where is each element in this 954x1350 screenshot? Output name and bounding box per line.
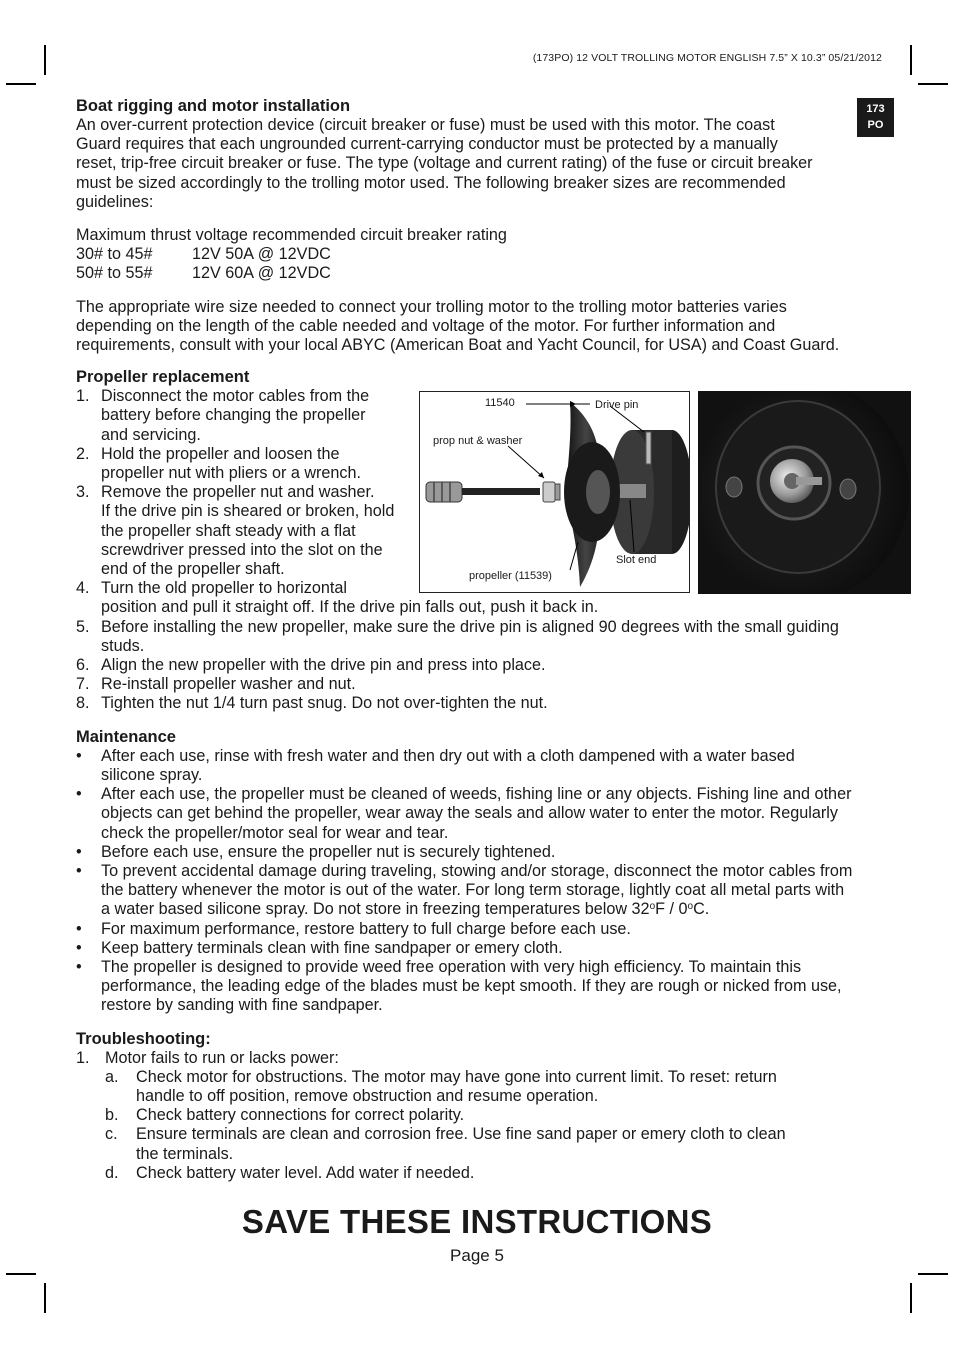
text-line: propeller nut with pliers or a wrench.: [101, 464, 362, 483]
text-fragment: F / 0: [655, 900, 688, 919]
text-line: performance, the leading edge of the blades must be kept smooth. If they are rough or nicked from use,: [101, 977, 842, 996]
troubleshooting-subitems: [76, 1068, 896, 1183]
rigging-paragraph: [76, 116, 896, 212]
text-line: If the drive pin is sheared or broken, hold: [101, 502, 395, 521]
text-line: Hold the propeller and loosen the: [101, 444, 340, 463]
rigging-heading: Boat rigging and motor installation: [76, 97, 351, 115]
badge-line-1: 173: [866, 103, 885, 115]
degree-mark: o: [649, 901, 656, 913]
text-line: requirements, consult with your local ABYC (American Boat and Yacht Council, for USA) and Coast Guard.: [76, 336, 840, 355]
text-line: [101, 900, 896, 919]
text-line: To prevent accidental damage during traveling, stowing and/or storage, disconnect the motor cables from: [101, 861, 853, 880]
guiding-stud: [840, 479, 856, 499]
thrust-cell: 30# to 45#: [76, 245, 153, 264]
propeller-photo-drawing: [698, 391, 911, 594]
breaker-row: [76, 264, 896, 283]
crop-mark: [44, 45, 46, 75]
list-item: [76, 747, 896, 785]
step-number: 2.: [76, 444, 90, 463]
list-item: [76, 656, 896, 675]
text-line: position and pull it straight off. If the drive pin falls out, push it back in.: [101, 598, 599, 617]
item-text: [101, 747, 896, 785]
screwdriver-handle: [426, 482, 462, 502]
text-line: reset, trip-free circuit breaker or fuse. The type (voltage and current rating) of the fuse or circuit breaker: [76, 154, 813, 173]
list-item: [76, 958, 896, 1016]
list-item: [76, 862, 896, 920]
crop-mark: [910, 1283, 912, 1313]
page-number: Page 5: [450, 1246, 504, 1265]
text-fragment: C.: [693, 900, 710, 919]
bullet-icon: •: [76, 919, 82, 938]
text-line: must be sized accordingly to the trolling motor used. The following breaker sizes are recommended: [76, 173, 786, 192]
wire-paragraph: [76, 298, 896, 356]
text-line: An over-current protection device (circuit breaker or fuse) must be used with this motor. The coast: [76, 116, 775, 134]
text-line: guidelines:: [76, 192, 154, 211]
step-letter: c.: [105, 1125, 118, 1144]
item-text: Check battery connections for correct polarity.: [136, 1106, 465, 1125]
text-line: The appropriate wire size needed to connect your trolling motor to the trolling motor batteries varies: [76, 297, 787, 316]
text-line: and servicing.: [101, 425, 201, 444]
item-text: Check battery water level. Add water if needed.: [136, 1163, 475, 1182]
badge-line-2: PO: [867, 119, 884, 131]
text-line: the propeller shaft steady with a flat: [101, 521, 356, 540]
propeller-hub-face: [586, 470, 610, 514]
maintenance-list: [76, 747, 896, 1016]
text-line: silicone spray.: [101, 765, 203, 784]
item-text: For maximum performance, restore battery to full charge before each use.: [101, 919, 631, 938]
drive-pin-part: [646, 432, 651, 464]
item-text: Keep battery terminals clean with fine sandpaper or emery cloth.: [101, 938, 563, 957]
list-item: [76, 694, 896, 713]
step-text: Align the new propeller with the drive pin and press into place.: [101, 656, 546, 675]
print-header: (173PO) 12 VOLT TROLLING MOTOR ENGLISH 7.5” X 10.3” 05/21/2012: [532, 52, 882, 64]
text-line: check the propeller/motor seal for wear and tear.: [101, 823, 449, 842]
list-item: [76, 675, 896, 694]
breaker-row: [76, 245, 896, 264]
item-text: [136, 1068, 896, 1106]
crop-mark: [910, 45, 912, 75]
degree-mark: o: [687, 901, 694, 913]
breaker-table-header: Maximum thrust voltage recommended circuit breaker rating: [76, 226, 507, 245]
list-item: [105, 1125, 896, 1163]
save-instructions-title: SAVE THESE INSTRUCTIONS: [241, 1203, 713, 1240]
prop-nut-label: prop nut & washer: [433, 435, 523, 447]
step-letter: a.: [105, 1067, 119, 1086]
item-text: [101, 862, 896, 920]
step-text: [101, 618, 896, 656]
bullet-icon: •: [76, 938, 82, 957]
crop-mark: [6, 1273, 36, 1275]
propeller-label: propeller (11539): [469, 570, 552, 582]
slot-end-label: Slot end: [616, 554, 657, 566]
text-line: Check motor for obstructions. The motor may have gone into current limit. To reset: return: [136, 1067, 777, 1086]
text-line: The propeller is designed to provide weed free operation with very high efficiency. To maintain this: [101, 957, 802, 976]
text-line: objects can get behind the propeller, wear away the seals and allow water to enter the motor. Regularly: [101, 804, 838, 823]
bullet-icon: •: [76, 785, 82, 804]
leader-line: [570, 542, 578, 570]
text-line: Before installing the new propeller, make sure the drive pin is aligned 90 degrees with the small guiding: [101, 617, 839, 636]
troubleshooting-heading: Troubleshooting:: [76, 1029, 211, 1048]
text-line: the battery whenever the motor is out of the water. For long term storage, lightly coat all metal parts with: [101, 881, 845, 900]
step-number: 1.: [76, 387, 90, 406]
rating-cell: 12V 60A @ 12VDC: [192, 264, 331, 283]
list-item: [76, 939, 896, 958]
crop-mark: [6, 83, 36, 85]
item-text: Before each use, ensure the propeller nut is securely tightened.: [101, 842, 556, 861]
list-item: [76, 618, 896, 656]
thrust-cell: 50# to 55#: [76, 264, 153, 283]
step-number: 3.: [76, 483, 90, 502]
text-line: restore by sanding with fine sandpaper.: [101, 996, 383, 1015]
drive-pin-label: Drive pin: [595, 399, 639, 411]
propeller-diagram: [419, 391, 690, 593]
step-number: 5.: [76, 617, 90, 636]
text-line: depending on the length of the cable needed and voltage of the motor. For further information and: [76, 316, 776, 335]
item-text: [101, 785, 896, 843]
screwdriver-shaft: [462, 488, 540, 495]
text-fragment: a water based silicone spray. Do not store in freezing temperatures below 32: [101, 900, 650, 919]
step-letter: b.: [105, 1106, 119, 1125]
guiding-stud: [726, 477, 742, 497]
step-number: 8.: [76, 694, 90, 713]
bullet-icon: •: [76, 746, 82, 765]
step-number: 4.: [76, 579, 90, 598]
text-line: Turn the old propeller to horizontal: [101, 579, 347, 598]
list-item: [105, 1106, 896, 1125]
text-line: end of the propeller shaft.: [101, 560, 285, 579]
crop-mark: [918, 83, 948, 85]
propeller-heading: Propeller replacement: [76, 368, 250, 387]
item-text: [136, 1125, 896, 1163]
bullet-icon: •: [76, 957, 82, 976]
text-line: Disconnect the motor cables from the: [101, 387, 370, 406]
part-number-label: 11540: [485, 397, 515, 409]
text-line: the terminals.: [136, 1144, 234, 1163]
list-item: [76, 843, 896, 862]
propeller-photo: [698, 391, 911, 594]
text-line: handle to off position, remove obstruction and resume operation.: [136, 1086, 599, 1105]
step-number: 6.: [76, 656, 90, 675]
propeller-shaft: [616, 484, 646, 498]
crop-mark: [44, 1283, 46, 1313]
washer: [555, 484, 560, 500]
text-line: studs.: [101, 636, 145, 655]
step-text: Tighten the nut 1/4 turn past snug. Do not over-tighten the nut.: [101, 694, 548, 713]
crop-mark: [918, 1273, 948, 1275]
item-text: [101, 958, 896, 1016]
list-item: [105, 1164, 896, 1183]
text-line: battery before changing the propeller: [101, 406, 366, 425]
bullet-icon: •: [76, 861, 82, 880]
text-line: After each use, rinse with fresh water and then dry out with a cloth dampened with a water based: [101, 746, 795, 765]
list-item: [76, 785, 896, 843]
text-line: Remove the propeller nut and washer.: [101, 483, 375, 502]
text-line: Ensure terminals are clean and corrosion free. Use fine sand paper or emery cloth to clean: [136, 1125, 786, 1144]
step-text: Re-install propeller washer and nut.: [101, 675, 356, 694]
step-letter: d.: [105, 1163, 119, 1182]
leader-line: [508, 446, 544, 478]
prop-nut: [543, 482, 555, 502]
bullet-icon: •: [76, 842, 82, 861]
item-text: Motor fails to run or lacks power:: [105, 1048, 339, 1067]
rating-cell: 12V 50A @ 12VDC: [192, 245, 331, 264]
list-item: [76, 920, 896, 939]
list-item: [105, 1068, 896, 1106]
text-line: After each use, the propeller must be cleaned of weeds, fishing line or any objects. Fishing line and other: [101, 785, 852, 804]
maintenance-heading: Maintenance: [76, 727, 176, 746]
text-line: Guard requires that each ungrounded current-carrying conductor must be protected by a manually: [76, 135, 778, 154]
drive-pin-photo: [796, 477, 822, 485]
step-number: 1.: [76, 1048, 90, 1067]
text-line: screwdriver pressed into the slot on the: [101, 540, 383, 559]
list-item: [76, 1049, 896, 1068]
step-number: 7.: [76, 675, 90, 694]
page-content: [76, 96, 896, 1183]
